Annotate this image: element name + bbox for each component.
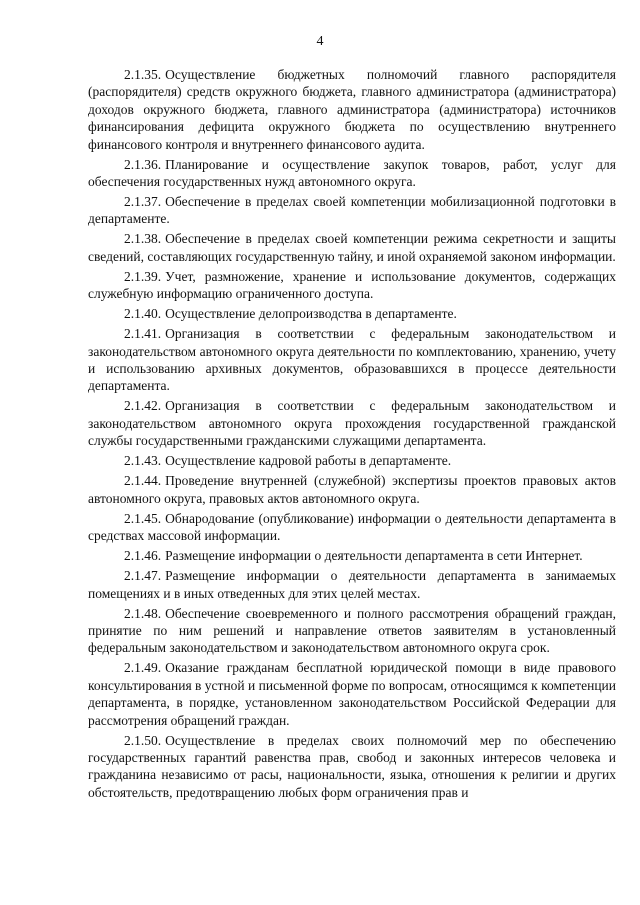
paragraph-number: 2.1.48. [124, 605, 162, 621]
paragraph-text: Организация в соответствии с федеральным законодательством и законодательством автономного округа деятельности по комплектованию, хранению, учету и использованию архивных документов, образовавшихся в процессе деятельности департамента. [88, 326, 616, 394]
paragraph-2-1-49 [88, 659, 616, 729]
paragraph-2-1-36 [88, 156, 616, 191]
paragraph-2-1-45 [88, 510, 616, 545]
page-number: 4 [316, 34, 324, 49]
paragraph-text: Планирование и осуществление закупок товаров, работ, услуг для обеспечения государственных нужд автономного округа. [88, 156, 616, 190]
paragraph-text: Размещение информации о деятельности департамента в занимаемых помещениях и в иных отведенных для этих целей местах. [88, 568, 616, 601]
paragraph-number: 2.1.45. [124, 510, 162, 526]
paragraph-text: Осуществление в пределах своих полномочий мер по обеспечению государственных гарантий равенства прав, свобод и законных интересов человека и гражданина независимо от расы, национальности, языка, отношения к религии и других обстоятельств, предотвращению любых форм ограничения прав и [88, 732, 616, 800]
paragraph-text: Проведение внутренней (служебной) экспертизы проектов правовых актов автономного округа, правовых актов автономного округа. [88, 473, 616, 506]
paragraph-2-1-38 [88, 230, 616, 265]
paragraph-number: 2.1.39. [124, 268, 162, 284]
paragraph-2-1-48 [88, 605, 616, 657]
document-body [88, 66, 616, 804]
paragraph-text: Обеспечение своевременного и полного рассмотрения обращений граждан, принятие по ним решений и направление ответов заявителям в установленный федеральным законодательством и законодательством автономного округа срок. [88, 605, 616, 656]
paragraph-2-1-46 [88, 547, 616, 564]
paragraph-text: Организация в соответствии с федеральным законодательством и законодательством автономного округа прохождения государственной гражданской службы государственными гражданскими служащими департамента. [88, 398, 616, 449]
paragraph-number: 2.1.36. [124, 156, 162, 172]
paragraph-2-1-40 [88, 305, 616, 322]
paragraph-text: Осуществление бюджетных полномочий главного распорядителя (распорядителя) средств окружного бюджета, главного администратора (администратора) доходов окружного бюджета, главного администратора (администратора) источников финансирования дефицита окружного бюджета по осуществлению внутреннего финансового контроля и внутреннего финансового аудита. [88, 67, 616, 152]
paragraph-text: Размещение информации о деятельности департамента в сети Интернет. [165, 548, 583, 564]
paragraph-text: Оказание гражданам бесплатной юридической помощи в виде правового консультирования в устной и письменной форме по вопросам, относящимся к компетенции департамента, в порядке, установленном законодательством Российской Федерации для рассмотрения обращений граждан. [88, 660, 616, 728]
paragraph-2-1-50 [88, 732, 616, 802]
paragraph-number: 2.1.41. [124, 326, 162, 342]
paragraph-text: Обеспечение в пределах своей компетенции мобилизационной подготовки в департаменте. [88, 194, 616, 227]
paragraph-number: 2.1.40. [124, 306, 162, 322]
paragraph-number: 2.1.42. [124, 398, 162, 414]
paragraph-2-1-35 [88, 66, 616, 153]
paragraph-2-1-37 [88, 193, 616, 228]
paragraph-text: Учет, размножение, хранение и использование документов, содержащих служебную информацию ограниченного доступа. [88, 268, 616, 302]
paragraph-2-1-41 [88, 325, 616, 395]
paragraph-text: Обеспечение в пределах своей компетенции режима секретности и защиты сведений, составляющих государственную тайну, и иной охраняемой законом информации. [88, 231, 616, 264]
paragraph-number: 2.1.43. [124, 453, 162, 469]
paragraph-number: 2.1.38. [124, 231, 162, 247]
paragraph-number: 2.1.47. [124, 568, 162, 584]
paragraph-number: 2.1.49. [124, 660, 162, 676]
paragraph-2-1-44 [88, 472, 616, 507]
paragraph-text: Осуществление делопроизводства в департаменте. [165, 306, 457, 322]
paragraph-text: Обнародование (опубликование) информации о деятельности департамента в средствах массовой информации. [88, 510, 616, 544]
paragraph-2-1-47 [88, 567, 616, 602]
paragraph-text: Осуществление кадровой работы в департаменте. [165, 453, 452, 469]
paragraph-2-1-42 [88, 397, 616, 449]
paragraph-number: 2.1.37. [124, 194, 162, 210]
paragraph-number: 2.1.46. [124, 548, 162, 564]
paragraph-2-1-39 [88, 268, 616, 303]
paragraph-2-1-43 [88, 452, 616, 469]
paragraph-number: 2.1.50. [124, 732, 162, 748]
paragraph-number: 2.1.35. [124, 67, 162, 82]
paragraph-number: 2.1.44. [124, 473, 162, 489]
